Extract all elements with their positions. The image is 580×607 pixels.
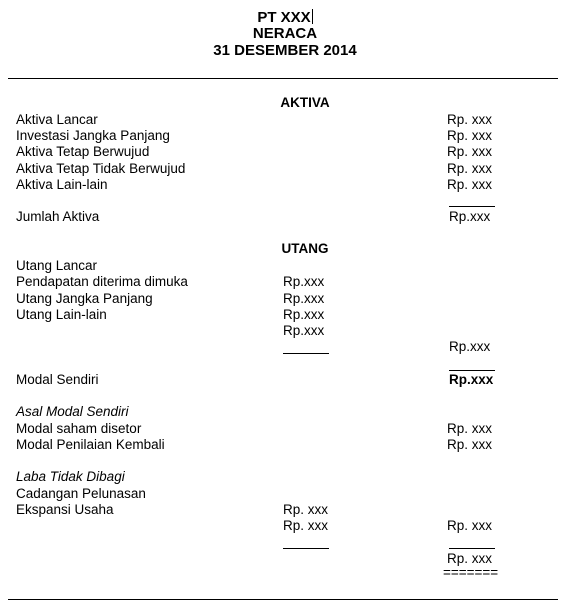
aktiva-item-label: Aktiva Lancar: [16, 112, 98, 127]
utang-subtotal: Rp.xxx: [449, 339, 491, 354]
utang-item-label: Pendapatan diterima dimuka: [16, 274, 188, 289]
bottom-rule: [8, 599, 558, 600]
utang-item-value: Rp.xxx: [283, 291, 325, 306]
asal-modal-item-value: Rp. xxx: [447, 421, 493, 436]
aktiva-total-value: Rp.xxx: [449, 209, 491, 224]
text-cursor: [312, 9, 313, 24]
aktiva-item-value: Rp. xxx: [447, 144, 493, 159]
laba-item-value: Rp. xxx: [283, 502, 329, 517]
aktiva-item-value: Rp. xxx: [447, 177, 493, 192]
utang-item-label: Utang Jangka Panjang: [16, 291, 153, 306]
laba-extra-right: Rp. xxx: [447, 518, 493, 533]
utang-heading: UTANG: [281, 241, 329, 256]
double-underline: =======: [443, 565, 499, 580]
aktiva-item-value: Rp. xxx: [447, 112, 493, 127]
aktiva-heading: AKTIVA: [280, 95, 330, 110]
utang-item-value: Rp.xxx: [283, 274, 325, 289]
laba-total: Rp. xxx: [447, 551, 493, 566]
aktiva-item-value: Rp. xxx: [447, 161, 493, 176]
laba-total-rule: [449, 548, 495, 549]
aktiva-item-label: Aktiva Tetap Tidak Berwujud: [16, 161, 186, 176]
modal-rule: [449, 370, 495, 371]
asal-modal-item-label: Modal saham disetor: [16, 421, 142, 436]
utang-extra-value: Rp.xxx: [283, 323, 325, 338]
modal-label: Modal Sendiri: [16, 372, 99, 387]
aktiva-total-rule: [449, 206, 495, 207]
utang-sum-rule: [283, 353, 329, 354]
utang-item-value: Rp.xxx: [283, 307, 325, 322]
asal-modal-heading: Asal Modal Sendiri: [16, 404, 129, 419]
laba-extra-mid: Rp. xxx: [283, 518, 329, 533]
utang-item-label: Utang Lancar: [16, 258, 98, 273]
aktiva-item-label: Aktiva Lain-lain: [16, 177, 108, 192]
laba-item-label: Cadangan Pelunasan: [16, 486, 146, 501]
company-name: PT XXX: [257, 9, 311, 26]
aktiva-item-label: Investasi Jangka Panjang: [16, 128, 170, 143]
utang-item-label: Utang Lain-lain: [16, 307, 107, 322]
aktiva-item-label: Aktiva Tetap Berwujud: [16, 144, 150, 159]
laba-heading: Laba Tidak Dibagi: [16, 469, 125, 484]
laba-sum-rule: [283, 548, 329, 549]
asal-modal-item-value: Rp. xxx: [447, 437, 493, 452]
laba-item-label: Ekspansi Usaha: [16, 502, 114, 517]
aktiva-item-value: Rp. xxx: [447, 128, 493, 143]
asal-modal-item-label: Modal Penilaian Kembali: [16, 437, 165, 452]
top-rule: [8, 78, 558, 79]
modal-value: Rp.xxx: [449, 372, 494, 387]
aktiva-total-label: Jumlah Aktiva: [16, 209, 100, 224]
report-date: 31 DESEMBER 2014: [213, 42, 357, 59]
report-title: NERACA: [252, 25, 318, 42]
